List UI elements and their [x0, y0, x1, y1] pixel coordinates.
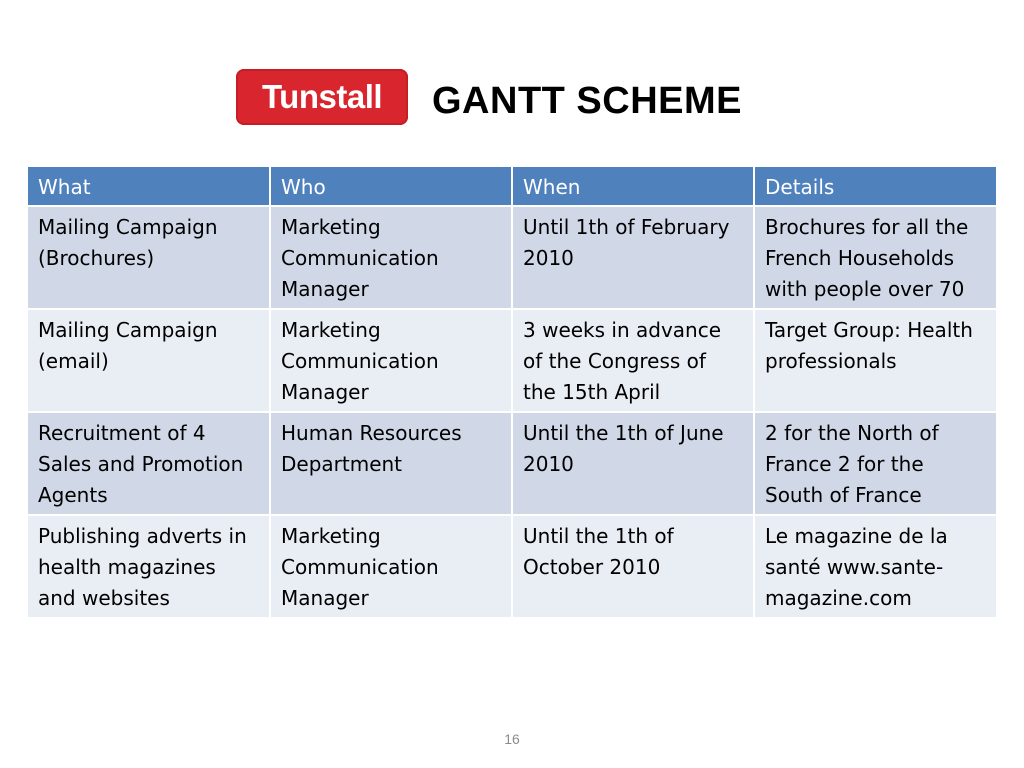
- cell-details: 2 for the North of France 2 for the South of France: [754, 412, 996, 515]
- cell-who: Marketing Communication Manager: [270, 515, 512, 618]
- cell-what: Mailing Campaign (email): [28, 309, 270, 412]
- cell-when: 3 weeks in advance of the Congress of the 15th April: [512, 309, 754, 412]
- cell-when: Until 1th of February 2010: [512, 206, 754, 309]
- slide-title: GANTT SCHEME: [432, 80, 742, 122]
- cell-details: Brochures for all the French Households with people over 70: [754, 206, 996, 309]
- cell-details: Target Group: Health professionals: [754, 309, 996, 412]
- cell-when: Until the 1th of October 2010: [512, 515, 754, 618]
- cell-who: Marketing Communication Manager: [270, 309, 512, 412]
- tunstall-logo: [236, 69, 408, 125]
- page-number: 16: [504, 731, 520, 747]
- cell-details: Le magazine de la santé www.sante-magazine.com: [754, 515, 996, 618]
- cell-who: Marketing Communication Manager: [270, 206, 512, 309]
- table-row: [28, 206, 996, 309]
- header-who: Who: [270, 167, 512, 206]
- cell-what: Publishing adverts in health magazines and websites: [28, 515, 270, 618]
- cell-when: Until the 1th of June 2010: [512, 412, 754, 515]
- table-row: [28, 515, 996, 618]
- header-details: Details: [754, 167, 996, 206]
- cell-what: Mailing Campaign (Brochures): [28, 206, 270, 309]
- header-what: What: [28, 167, 270, 206]
- table-row: [28, 309, 996, 412]
- logo-text: Tunstall: [261, 78, 383, 115]
- table-header-row: [28, 167, 996, 206]
- cell-who: Human Resources Department: [270, 412, 512, 515]
- table-row: [28, 412, 996, 515]
- header-when: When: [512, 167, 754, 206]
- gantt-table: [28, 167, 996, 619]
- cell-what: Recruitment of 4 Sales and Promotion Agents: [28, 412, 270, 515]
